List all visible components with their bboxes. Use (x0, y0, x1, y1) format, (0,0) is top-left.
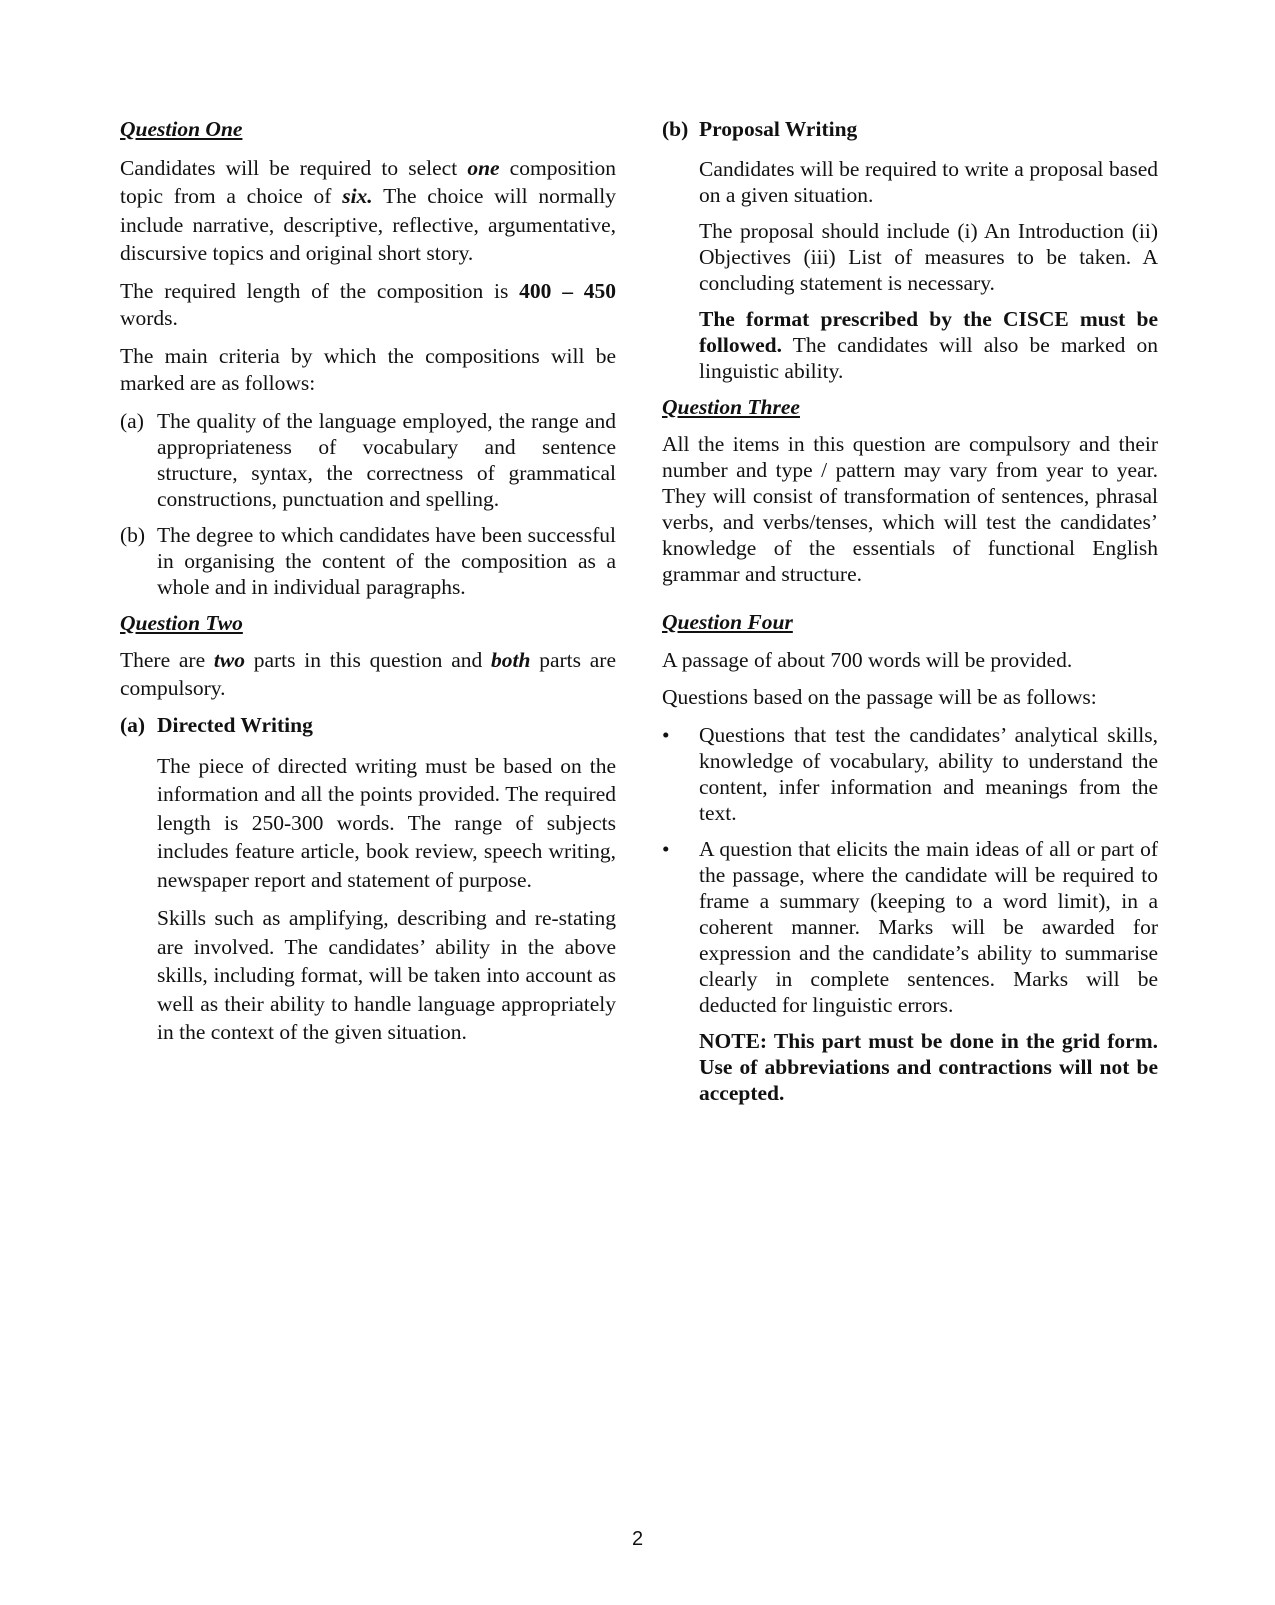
question-three-para: All the items in this question are compulsory and their number and type / pattern may vary from year to year. They will consist of transformation of sentences, phrasal verbs, and verbs/tenses, which will test the candidates’ knowledge of the essentials of functional English grammar and structure. (662, 432, 1158, 586)
question-four-para-2: Questions based on the passage will be as follows: (662, 685, 1097, 709)
directed-writing-heading: (a) Directed Writing (120, 713, 313, 737)
list-text: The quality of the language employed, the range and appropriateness of vocabulary and sentence structure, syntax, the correctness of grammatical constructions, punctuation and spelling. (157, 408, 616, 511)
proposal-writing-heading: (b) Proposal Writing (662, 117, 858, 141)
question-one-heading: Question One (120, 117, 243, 141)
bullet-icon: • (662, 836, 670, 861)
proposal-para-3: The format prescribed by the CISCE must be followed. The candidates will also be marked on linguistic ability. (699, 306, 1158, 383)
list-text: Questions that test the candidates’ analytical skills, knowledge of vocabulary, ability to understand the content, infer information and meanings from the text. (699, 722, 1158, 825)
directed-writing-para-1: The piece of directed writing must be based on the information and all the points provided. The required length is 250-300 words. The range of subjects includes feature article, book review, speech writing, newspaper report and statement of purpose. (157, 753, 616, 892)
list-text: The degree to which candidates have been successful in organising the content of the composition as a whole and in individual paragraphs. (157, 522, 616, 599)
bullet-item (662, 836, 1158, 1018)
bullet-icon: • (662, 722, 670, 747)
criteria-item (120, 522, 616, 600)
directed-writing-para-2: Skills such as amplifying, describing and re-stating are involved. The candidates’ ability in the above skills, including format, will be taken into account as well as their ability to handle language appropriately in the context of the given situation. (157, 906, 616, 1044)
question-two-intro: There are two parts in this question and both parts are compulsory. (120, 648, 616, 700)
composition-length: The required length of the composition is 400 – 450 words. (120, 278, 616, 330)
list-marker: (b) (120, 522, 146, 547)
criteria-item (120, 408, 616, 512)
page-number: 2 (631, 1528, 644, 1550)
bullet-item (662, 722, 1158, 826)
question-four-heading: Question Four (662, 610, 793, 634)
proposal-para-1: Candidates will be required to write a proposal based on a given situation. (699, 156, 1158, 207)
right-column (662, 116, 1158, 1116)
list-marker: (a) (120, 408, 144, 433)
criteria-intro: The main criteria by which the compositions will be marked are as follows: (120, 343, 616, 395)
question-one-intro: Candidates will be required to select one composition topic from a choice of six. The choice will normally include narrative, descriptive, reflective, argumentative, discursive topics and original short story. (120, 155, 616, 265)
question-four-para-1: A passage of about 700 words will be provided. (662, 647, 1073, 672)
proposal-para-2: The proposal should include (i) An Introduction (ii) Objectives (iii) List of measures to be taken. A concluding statement is necessary. (699, 218, 1158, 295)
question-two-heading: Question Two (120, 610, 243, 635)
list-text: A question that elicits the main ideas of all or part of the passage, where the candidate will be required to frame a summary (keeping to a word limit), in a coherent manner. Marks will be awarded for expression and the candidate’s ability to summarise clearly in complete sentences. Marks will be deducted for linguistic errors. (699, 836, 1158, 1017)
question-three-heading: Question Three (662, 394, 800, 419)
note: NOTE: This part must be done in the grid form. Use of abbreviations and contractions will not be accepted. (699, 1028, 1158, 1105)
left-column (120, 116, 616, 1057)
